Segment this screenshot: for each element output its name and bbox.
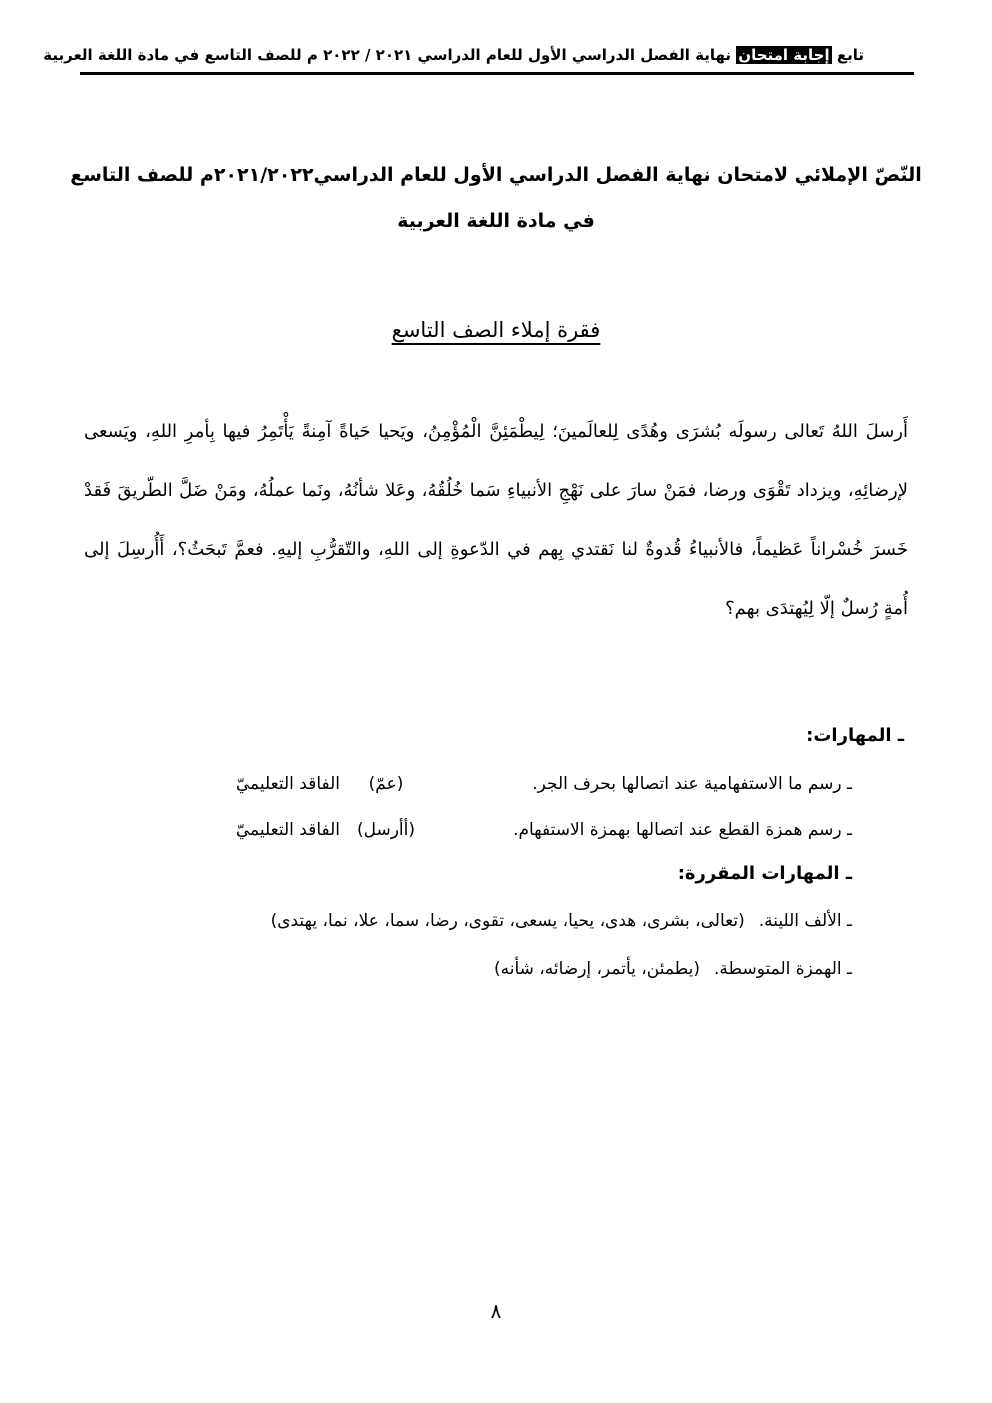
section-title-text: فقرة إملاء الصف التاسع [391,318,601,342]
paragraph-text: أَرسلَ اللهُ تَعالى رسولَه بُشرَى وهُدًى لِلعالَمينَ؛ لِيطْمَئِنَّ الْمُؤْمِنُ، ويَحيا حَياةً آمِنةً يَأْتَمِرُ فيها بِأمرِ اللهِ، ويَسعى لإرضائِهِ، ويزداد تَقْوَى ورضا، فمَنْ سارَ على نَهْجِ الأنبياءِ سَما خُلُقُهُ، وعَلا شأنُهُ، ونَما عملُهُ، ومَنْ ضَلَّ الطّريقَ فَقدْ خَسرَ خُسْراناً عَظيماً، فالأنبياءُ قُدوةٌ لنا نَقتدي بِهم في الدّعوةِ إلى اللهِ، والتّقرُّبِ إليهِ. فعمَّ تَبحَثُ؟، أَأُرسِلَ إلى أُمةٍ رُسلٌ إلّا لِيُهتدَى بهم؟ [84,421,908,619]
dictation-paragraph [84,402,908,638]
decided-skill-label: ـ الألف اللينة. [758,911,852,931]
decided-skills-heading: ـ المهارات المقررة: [677,863,852,884]
header-rule [80,72,914,75]
skill-row [236,816,852,844]
skill-note: الفاقد التعليميّ [235,774,340,794]
skill-example: (أأرسل) [356,820,416,840]
decided-skill-item [271,906,852,936]
section-title [0,312,992,348]
page-title [60,152,932,244]
skill-example: (عمّ) [368,774,404,794]
skill-note: الفاقد التعليميّ [235,820,340,840]
header-rest: نهاية الفصل الدراسي الأول للعام الدراسي ٢٠٢١ / ٢٠٢٢ م للصف التاسع في مادة اللغة العربية [43,46,737,64]
page-header [43,44,864,66]
decided-skill-item [494,954,852,984]
title-line-2: في مادة اللغة العربية [397,210,595,232]
title-line-1: النّصّ الإملائي لامتحان نهاية الفصل الدراسي الأول للعام الدراسي٢٠٢١/٢٠٢٢م للصف التاسع [70,164,922,186]
page-number: ٨ [490,1299,502,1323]
skill-description: ـ رسم همزة القطع عند اتصالها بهمزة الاستفهام. [513,820,852,840]
decided-skill-words: (يطمئن، يأتمر، إرضائه، شأنه) [493,959,700,979]
decided-skill-words: (تعالى، بشرى، هدى، يحيا، يسعى، تقوى، رضا، سما، علا، نما، يهتدى) [270,911,745,931]
skill-description: ـ رسم ما الاستفهامية عند اتصالها بحرف الجر. [532,774,852,794]
header-highlight: إجابة امتحان [738,46,830,64]
skill-row [236,770,852,798]
skills-heading: ـ المهارات: [806,725,904,746]
header-prefix: تابع [831,46,864,64]
decided-skill-label: ـ الهمزة المتوسطة. [714,959,852,979]
